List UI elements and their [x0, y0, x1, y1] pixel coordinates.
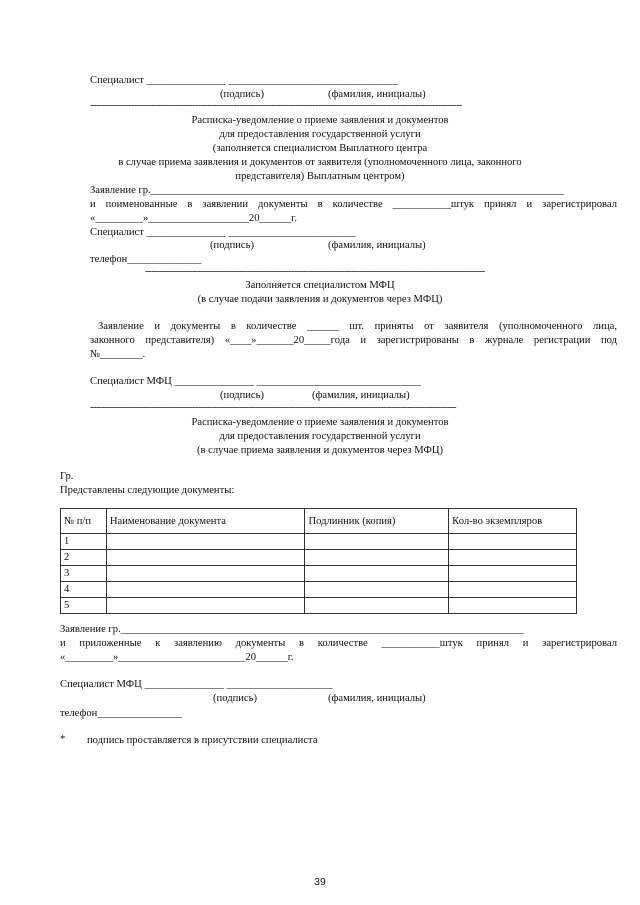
row-original-copy	[305, 550, 449, 566]
separator-3: -----------------------------------------------------------------------------------------------------------------------------	[90, 403, 456, 413]
receipt1-sign-caption: (подпись)	[210, 240, 254, 251]
receipt1-title-5: представителя) Выплатным центром)	[235, 171, 405, 182]
row-document-name	[106, 598, 305, 614]
row-document-name	[106, 534, 305, 550]
table-row	[61, 598, 577, 614]
receipt1-title-3: (заполняется специалистом Выплатного центра	[212, 143, 428, 154]
separator-1: -------------------------------------------------------------------------------------------------------------------------------	[90, 101, 462, 111]
receipt1-application-line: Заявление гр.______________________________________________________________________________	[90, 185, 564, 196]
mfc-paragraph-line-3: №________.	[90, 349, 146, 360]
page-number: 39	[314, 876, 326, 888]
row-copies-count	[449, 550, 577, 566]
row-copies-count	[449, 582, 577, 598]
row-original-copy	[305, 566, 449, 582]
row-document-name	[106, 582, 305, 598]
receipt2-docs-presented: Представлены следующие документы:	[60, 485, 235, 496]
receipt1-name-caption: (фамилия, инициалы)	[328, 240, 426, 251]
header-original-copy: Подлинник (копия)	[305, 509, 449, 534]
footnote-text: подпись проставляется в присутствии специалиста	[87, 735, 318, 746]
receipt1-title-1: Расписка-уведомление о приеме заявления и документов	[191, 115, 449, 126]
receipt1-date-line: «_________»___________________20______г.	[90, 213, 298, 224]
header-document-name: Наименование документа	[106, 509, 305, 534]
row-original-copy	[305, 582, 449, 598]
name-caption-1: (фамилия, инициалы)	[328, 89, 426, 100]
table-row	[61, 534, 577, 550]
row-document-name	[106, 566, 305, 582]
row-copies-count	[449, 566, 577, 582]
row-document-name	[106, 550, 305, 566]
receipt1-title-4: в случае приема заявления и документов от заявителя (уполномоченного лица, законного	[118, 157, 522, 168]
receipt1-title-2: для предоставления государственной услуги	[219, 129, 421, 140]
separator-2: --------------------------------------------------------------------------------------------------------------------	[145, 267, 485, 277]
receipt2-name-caption: (фамилия, инициалы)	[328, 693, 426, 704]
table-header-row	[61, 509, 577, 534]
mfc-name-caption: (фамилия, инициалы)	[312, 390, 410, 401]
receipt2-date-line: «_________»________________________20______г.	[60, 652, 294, 663]
receipt2-docs-line: и приложенные к заявлению документы в количестве ___________штук принял и зарегистрировал	[60, 638, 617, 649]
table-row	[61, 582, 577, 598]
header-number: № п/п	[61, 509, 107, 534]
row-number: 5	[61, 598, 107, 614]
receipt2-title-1: Расписка-уведомление о приеме заявления и документов	[191, 417, 449, 428]
receipt1-phone-line: телефон______________	[90, 254, 202, 265]
sign-caption-1: (подпись)	[220, 89, 264, 100]
specialist-line-1: Специалист _______________ ________________________________	[90, 75, 399, 86]
receipt1-docs-line: и поименованные в заявлении документы в количестве ___________штук принял и зарегистрировал	[90, 199, 617, 210]
receipt2-title-3: (в случае приема заявления и документов через МФЦ)	[196, 445, 444, 456]
documents-table	[60, 508, 577, 614]
receipt2-title-2: для предоставления государственной услуги	[219, 431, 421, 442]
row-original-copy	[305, 598, 449, 614]
row-original-copy	[305, 534, 449, 550]
receipt2-sign-caption: (подпись)	[213, 693, 257, 704]
mfc-specialist-line: Специалист МФЦ _______________ _______________________________	[90, 376, 421, 387]
mfc-paragraph-line-2: законного представителя) «____»_______20_____года и зарегистрированы в журнале регистрации под	[90, 335, 617, 346]
receipt2-application-line: Заявление гр.____________________________________________________________________________	[60, 624, 524, 635]
mfc-paragraph-line-1: Заявление и документы в количестве ______ шт. приняты от заявителя (уполномоченного лица,	[98, 321, 617, 332]
table-row	[61, 550, 577, 566]
row-number: 1	[61, 534, 107, 550]
header-copies-count: Кол-во экземпляров	[449, 509, 577, 534]
mfc-title-1: Заполняется специалистом МФЦ	[245, 280, 395, 291]
receipt2-gr-label: Гр.	[60, 471, 74, 482]
mfc-sign-caption: (подпись)	[220, 390, 264, 401]
table-row	[61, 566, 577, 582]
receipt2-specialist-line: Специалист МФЦ _______________ ____________________	[60, 679, 333, 690]
row-number: 3	[61, 566, 107, 582]
row-number: 4	[61, 582, 107, 598]
mfc-title-2: (в случае подачи заявления и документов через МФЦ)	[197, 294, 443, 305]
row-copies-count	[449, 598, 577, 614]
row-number: 2	[61, 550, 107, 566]
receipt1-specialist-line: Специалист _______________ ________________________	[90, 227, 356, 238]
row-copies-count	[449, 534, 577, 550]
receipt2-phone-line: телефон________________	[60, 708, 183, 719]
footnote-mark: *	[60, 734, 66, 745]
